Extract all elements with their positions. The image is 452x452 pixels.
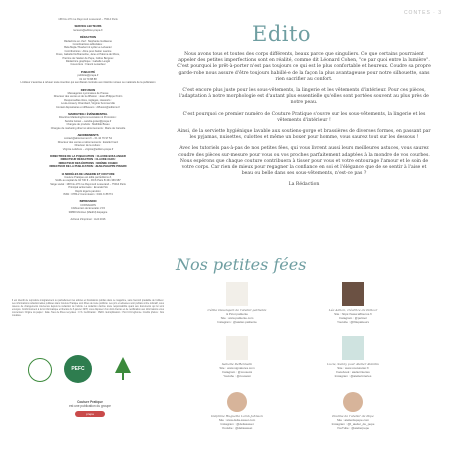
direction-line: DIRECTEUR RÉDACTION : CLAUDE CHOU <box>60 158 116 162</box>
contributor-name: Léa Adnon, créatrice de Peltoor <box>328 308 378 312</box>
impression-line: 30890 Montreo (Madrid) Espagne <box>68 210 108 214</box>
company-line: Siège social : 168 bis-170 rue Raymond Losserand – 75014 Paris <box>50 182 126 186</box>
contributor-line: Youtube : @cousetoi <box>223 374 251 378</box>
diffusion-line: Louis-Amaury Chambard, Virginie Sommerville <box>61 102 115 106</box>
publicite-block <box>12 71 164 85</box>
contributor-name: Céline Desanquin de l'atelier-pattiente <box>207 308 267 312</box>
contributor-line: YouTube : @atelierpepe <box>336 426 370 430</box>
marketing-line: Sandra Goiset – sandra.goiset@prepa.fr <box>64 119 112 123</box>
company-line: 11 MODÈLES DE LINGERIE ET COUTURE <box>61 172 115 176</box>
edito-paragraph: Ainsi, de la serviette hygiénique lavable aux soutiens-gorge et brassières de diverses formes, en passant par les pyjamas, nuisettes, culottes et même un boxer pour homme, vous saurez tout sur les dessous ! <box>177 129 431 141</box>
contributor-card <box>312 336 394 378</box>
edito-paragraph: Avec les tutoriels pas-à-pas de nos petites fées, qui vous livrent aussi leurs meilleures astuces, vous saurez coudre des pièces sur-mesure pour vous ou vos proches parfaitement adaptées à la mondre de vos courbes. Nous espérons que chaque couture contribuera à tisser pour vous et votre entourage l'amour et le soin de votre corps. Car rien de mieux pour regagner la confiance en soi et l'élégance que de se sentir à l'aise et beau ou belle dans ses sous-vêtements, n'est-ce pas ? <box>178 146 430 177</box>
contributor-card <box>312 282 394 324</box>
direction-line: DIRECTEUR DE LA PUBLICATION : JEAN-PHILIPPE PINARD <box>49 165 127 169</box>
edito-body <box>176 52 432 194</box>
staff-line: Rédactrice graphique : Isabelle Lenglé <box>65 60 111 64</box>
contributor-line: Instagram : @deliasweet <box>220 422 254 426</box>
company-line: Couture Pratique est édité par Éditions Z, <box>64 176 112 180</box>
direction-block <box>12 155 164 169</box>
contributor-card <box>196 282 278 324</box>
contributor-line: Youtube : @fitlepatteurs <box>337 320 369 324</box>
contributor-line: Instagram : @peltoor <box>338 316 368 320</box>
contributor-photo <box>226 336 248 360</box>
impression-line: CORNAGRIN <box>80 203 96 207</box>
diffusion-line: Directeur des ventes et de la diffusion : Jean-Philippe Poirin <box>53 95 123 99</box>
recycle-logo <box>28 358 52 382</box>
footer-subtitle: est une publication du groupe <box>69 404 111 408</box>
abonnements-line: Directeur des ventes et abonnements : Estelle Franz <box>57 140 119 144</box>
redaction-block <box>12 36 164 67</box>
diffusion-block <box>12 89 164 109</box>
staff-line: Contributrices : Aline pour Atelier Laurine <box>64 49 112 53</box>
diffusion-line: Contact dépositaires et diffuseurs : diffusion@editions.fr <box>55 105 121 109</box>
contributor-name: Lucie, Sunny pour Atelier Atlantis <box>327 362 379 366</box>
staff-line: Bela Mejia-Thaubert & Lydie Le Lelvanier <box>64 46 112 50</box>
company-block <box>12 173 164 197</box>
contributors-title: Nos petites fées <box>176 255 307 274</box>
contributor-line: Youtube : @deliasweet <box>221 426 253 430</box>
contact-email: lecteurs@edition-prepa.fr <box>73 28 103 32</box>
legal-notice: Il est interdit de reproduire intégralement ou partiellement les articles et illustrations publiés dans ce magazine, sans l'accord préalable de l'éditeur. Les informations rédactionnelles publiées dans Couture Pratique sont libres de toute publicité. Les prix et adresses sont publiés à titre indicatif, sous réserve de changements intervenus depuis la rédaction de l'article. La rédaction décline toute responsabilité quant aux documents qui lui sont envoyés. Conformément à la loi informatique et libertés du 6 janvier 1978, vous disposez d'un droit d'accès et de rectification aux informations vous concernant. Origine du papier : Italie. Taux de fibres recyclées : 0 %. Certification : PEFC. Eutrophisation : Ptot 0.01 kg/tonne. Crédits photos : Nos modèles. <box>12 300 164 317</box>
abonnements-line: Virginie Lefebvre – virginie@edition-prepa.fr <box>62 147 114 151</box>
company-line: ISSN : 0780-2 Commission : 0321 K 86774 <box>63 193 113 197</box>
edito-signature: La Rédaction <box>288 182 320 188</box>
contact-heading: SERVICE LECTEURS <box>74 25 102 29</box>
company-line: SARL au capital de 94 730 € – RCS Paris B 431 369 987 <box>55 179 121 183</box>
masthead-address: 168 bis-170 rue Raymond Losserand – 75014 Paris <box>58 18 118 21</box>
marketing-block <box>12 113 164 130</box>
pefc-logo: PEFC <box>64 355 92 383</box>
contributor-photo <box>226 282 248 306</box>
edito-paragraph: C'est pourquoi ce premier numéro de Couture Pratique s'ouvre sur les sous-vêtements, la lingerie et les vêtements d'intérieur ! <box>182 111 426 123</box>
edito-title: Edito <box>252 22 312 46</box>
tree-logo <box>112 355 134 383</box>
redaction-heading: RÉDACTION <box>80 36 96 40</box>
impression-line: C/Mountain de Emeralto nº15 <box>71 207 105 211</box>
contributor-photo <box>342 282 364 306</box>
abonnements-line: Directeur de la culture : <box>74 144 102 148</box>
contributor-line: Instagram : @atelier-pattiente <box>217 320 257 324</box>
marketing-line: Chargée de marketing direct et abonnements : Marie de Carvelle <box>50 126 126 130</box>
contributor-line: & Picot pattiente <box>226 312 248 316</box>
contributor-line: Facebook : atelierinteries <box>336 370 370 374</box>
contributor-card <box>196 336 278 378</box>
marketing-heading: MARKETING / ÉVÈNEMENTIEL <box>68 112 108 116</box>
contributor-line: Instagram : @atelierinteries <box>334 374 372 378</box>
contributor-line: Site : www.couturetier.fr <box>337 366 369 370</box>
contributor-line: Site : www.delia-sweet.com <box>218 418 256 422</box>
contributor-name: Pauline de l'atelier de Pepe <box>332 414 374 418</box>
publisher-footer <box>30 400 150 417</box>
publicite-note: L'éditeur s'autorise à refuser toute insertion qui semblerait contraire aux intérêts moraux ou matériels de la publication <box>20 81 156 85</box>
footer-brand-name: Couture Pratique <box>77 400 103 404</box>
certification-logos <box>24 352 154 392</box>
contributor-line: Instagram : @cousetoi <box>221 370 253 374</box>
direction-line: DIRECTEUR DES ÉDITIONS : NOÉMIE COHEN <box>58 161 118 165</box>
company-line: Dépôt légal à parution <box>75 189 101 193</box>
impression-heading: IMPRESSION <box>79 200 97 204</box>
publicite-email: publicite@prepa.fr <box>77 74 99 78</box>
diffusion-heading: DIFFUSION <box>80 88 96 92</box>
abonnements-block <box>12 134 164 151</box>
contributor-card <box>312 392 394 430</box>
staff-line: Fines, Isabelle Dehhameline, Jane et Paloma de Ricou, <box>56 53 120 57</box>
staff-line: Coordinatrices éditoriales : <box>72 43 104 47</box>
contributor-line: Site : atelierdepepe.com <box>336 418 370 422</box>
contributor-line: Site : www.signatures.com <box>219 366 255 370</box>
edito-paragraph: Nous avons tous et toutes des corps différents, beaux parce que singuliers. Ce que certains pourraient appeler des petites imperfections sont en réalité, comme dit Léonard Cohen, "ce par quoi entre la lumière". C'est pourquoi le prêt-à-porter n'est pas toujours ce qui est le plus confortable et heureux. Coudre sa propre garde-robe nous assure d'être toujours habillé·e de la façon la plus avantageuse pour notre silhouette, sans rien sacrifier au confort. <box>177 52 431 82</box>
publisher-badge: prepa <box>75 411 105 417</box>
contributor-card <box>196 392 278 430</box>
marketing-line: Directrice Marketing/Communication & Promotion : <box>58 116 118 120</box>
staff-line: Couverture : Franck Lecardeur <box>70 63 106 67</box>
contributor-line: Instagram : @l_atelier_de_pepe <box>331 422 375 426</box>
diffusion-line: Messageries Lyonnaises de Presse <box>67 91 109 95</box>
contributor-line: Site : www.pattiente.com <box>220 316 254 320</box>
contributor-photo <box>227 392 247 412</box>
staff-line: Pierrine de l'atelier de Pepe, Céline Bergoux <box>62 56 114 60</box>
publicite-heading: PUBLICITÉ <box>80 70 96 74</box>
abonnements-line: contact@abonnement.fr – 01 44 79 97 54 <box>64 137 112 141</box>
contributor-name: Delphine Huguette Lamb-Johnson <box>211 414 263 418</box>
contributor-photo <box>343 392 363 412</box>
contributor-line: Site : https://www.alflouros.fr <box>334 312 372 316</box>
diffusion-line: Responsables titres, réglages, réassorts : <box>64 98 112 102</box>
publicite-phone: 01 44 79 88 88 <box>79 77 97 81</box>
masthead <box>12 18 164 388</box>
company-line: Principal actionnaire : Emerald SA <box>68 186 108 190</box>
direction-line: DIRECTRICE DE LA PUBLICATION : CLAUDE BOULANGER <box>50 155 126 158</box>
printed-date: Achevé d'imprimer : Avril 2016 <box>70 218 106 222</box>
contributor-photo <box>342 336 364 360</box>
edito-paragraph: C'est encore plus juste pour les sous-vêtements, la lingerie et les vêtements d'intérieur. Pour ces pièces, l'adaptation à notre morphologie est d'autant plus essentielle qu'elles sont portées souvent au plus près de notre peau. <box>179 88 429 106</box>
staff-line: Rédactrice en chef : Stéphanie Guillaume <box>64 39 112 43</box>
contributor-name: Isabelle DeRennelle <box>221 362 253 366</box>
page-number: CONTES · 3 <box>403 10 442 16</box>
marketing-line: Chargée de produits : Mathilde Breau <box>66 123 110 127</box>
abonnements-heading: ABONNEMENTS <box>77 133 99 137</box>
impression-block <box>12 200 164 214</box>
